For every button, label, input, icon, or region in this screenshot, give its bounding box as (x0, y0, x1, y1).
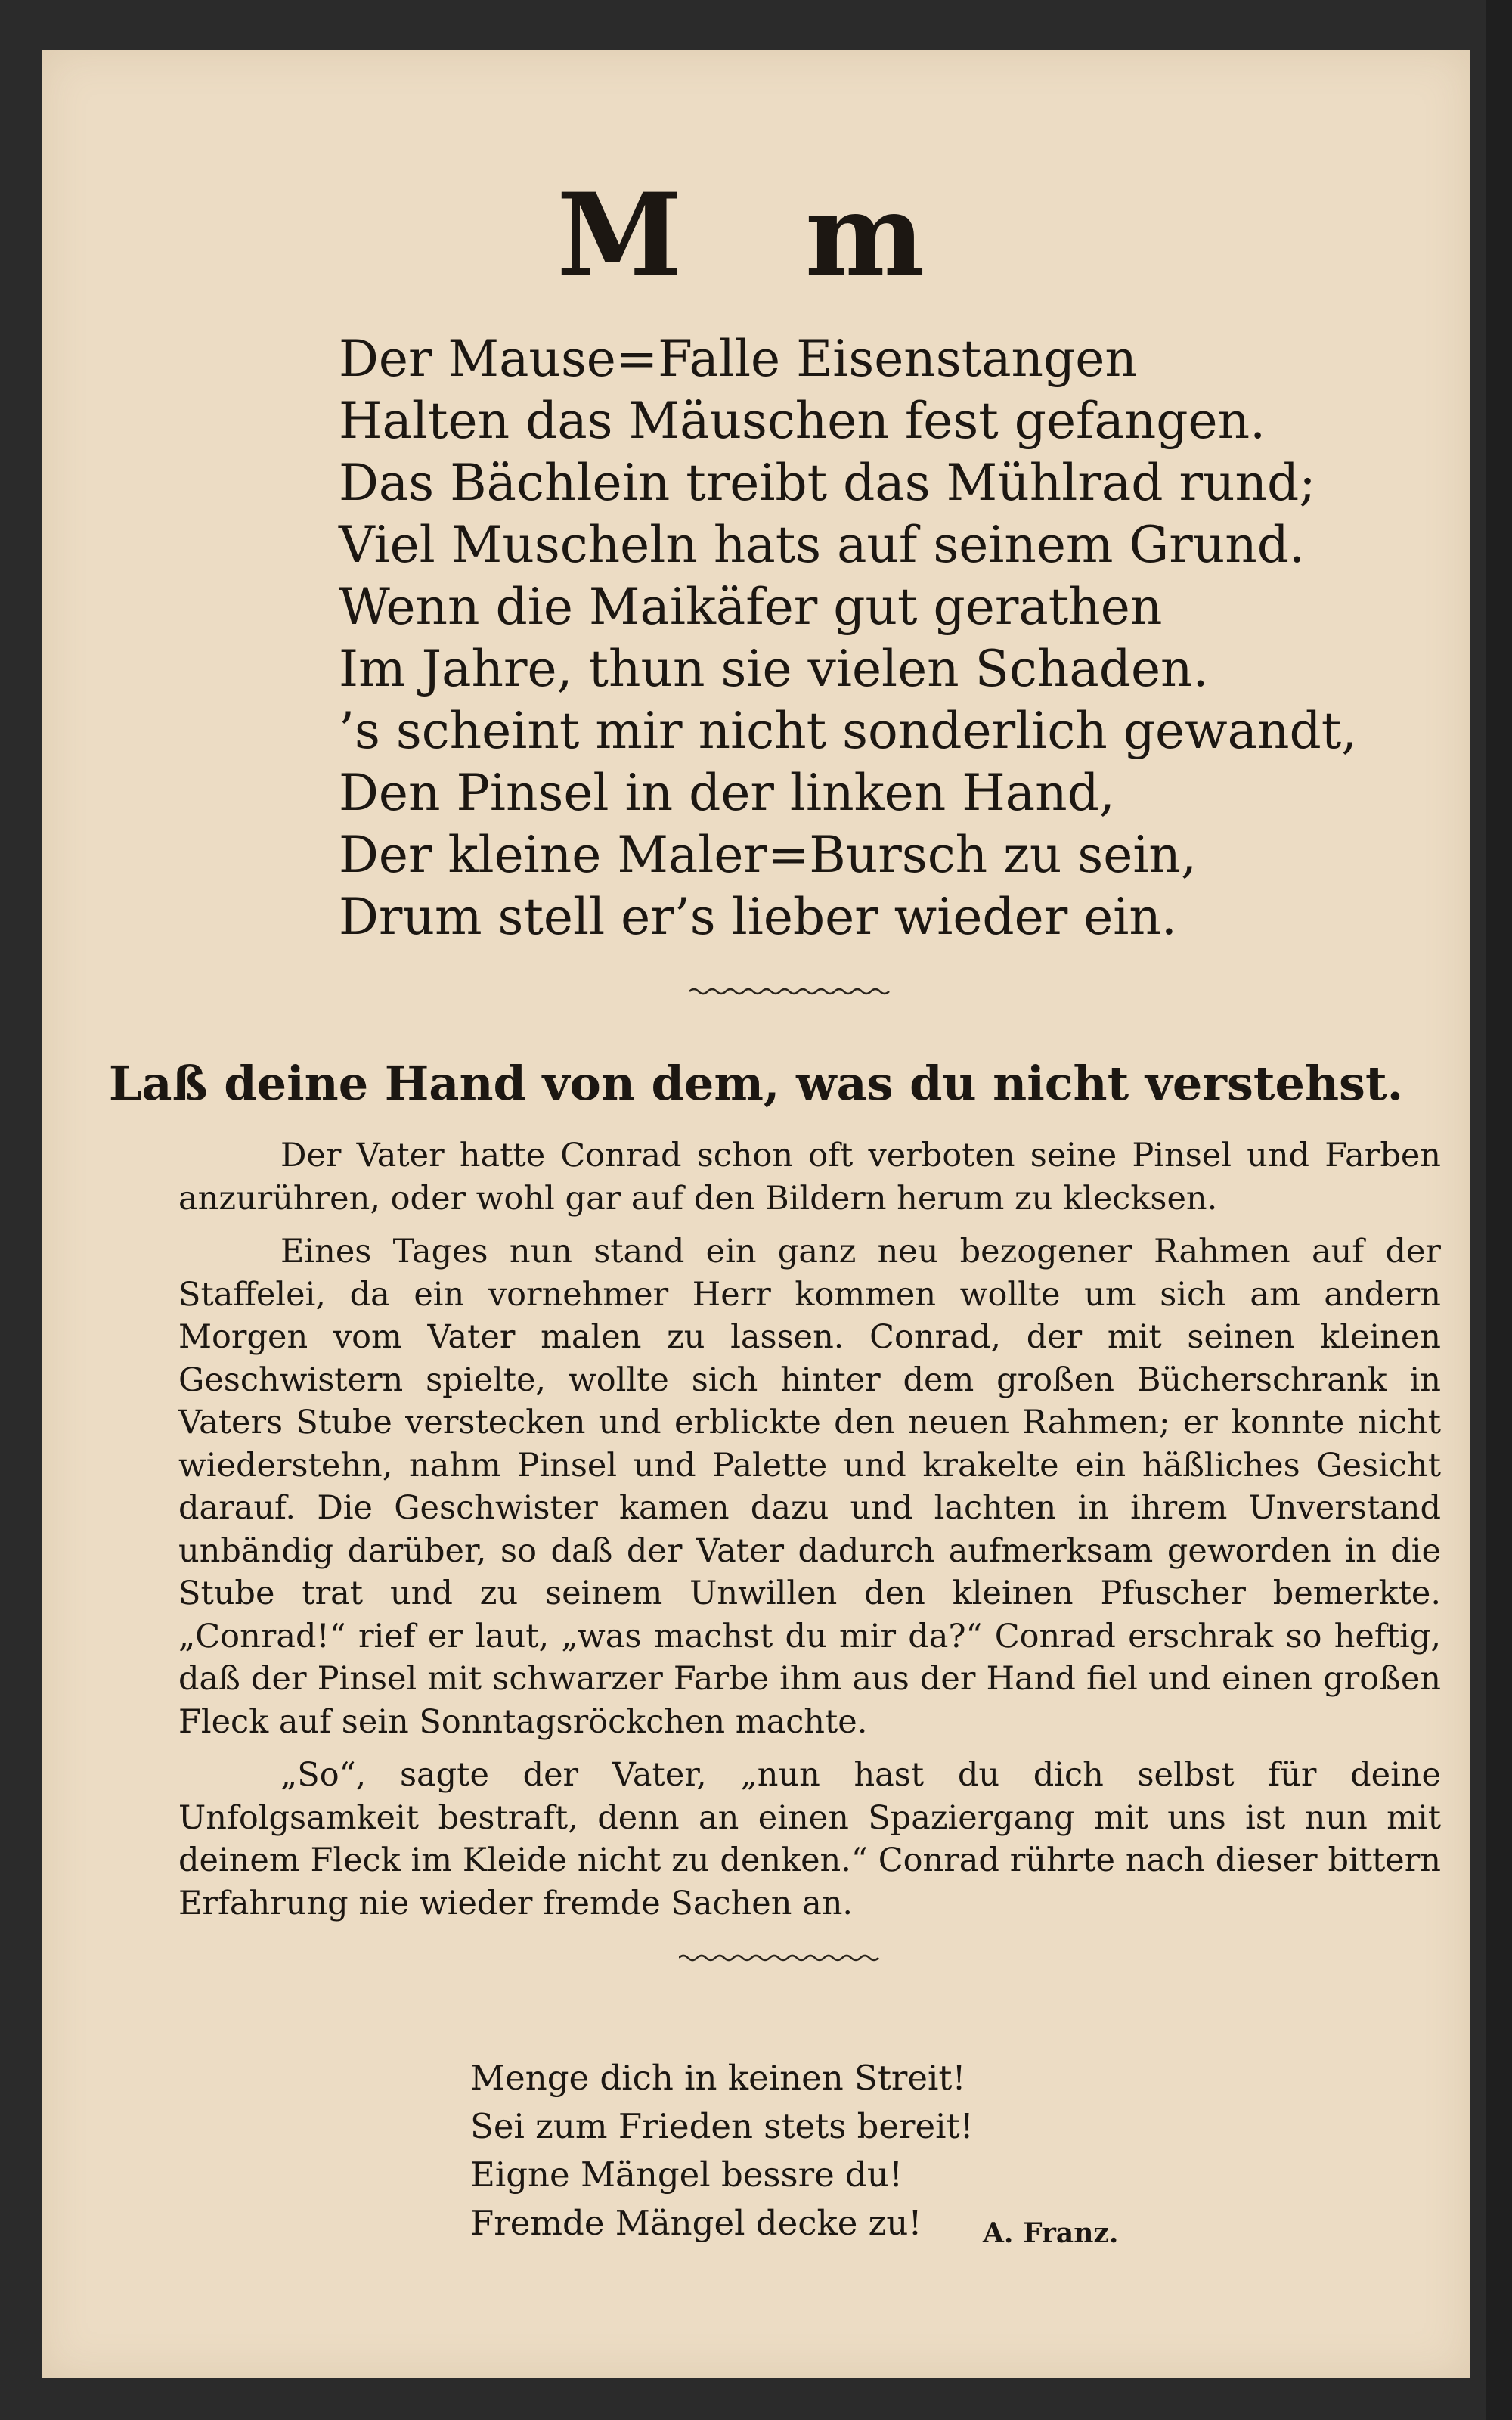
verse-line: Menge dich in keinen Streit! (470, 2058, 966, 2098)
wavy-divider (689, 984, 892, 999)
poem-line: Der Mause=Falle Eisenstangen (339, 330, 1137, 388)
poem-line: Der kleine Maler=Bursch zu sein, (339, 826, 1197, 884)
poem-line: Das Bächlein treibt das Mühlrad rund; (339, 454, 1316, 512)
poem-line: Viel Muscheln hats auf seinem Grund. (339, 516, 1306, 574)
book-binding-edge (1486, 0, 1512, 2420)
page-initials: M m (556, 169, 956, 302)
verse-author: A. Franz. (983, 2217, 1119, 2249)
story-text (178, 1134, 1441, 1925)
verse-line: Sei zum Frieden stets bereit! (470, 2106, 974, 2146)
poem-line: Den Pinsel in der linken Hand, (339, 764, 1115, 822)
poem-line: Halten das Mäuschen fest gefangen. (339, 392, 1266, 450)
wavy-divider (679, 1950, 881, 1965)
verse-line: Eigne Mängel bessre du! (470, 2155, 903, 2195)
poem-line: ’s scheint mir nicht sonderlich gewandt, (339, 702, 1358, 760)
story-paragraph: Der Vater hatte Conrad schon oft verboten seine Pinsel und Farben anzurühren, oder wohl gar auf den Bildern herum zu klecksen. (178, 1137, 1441, 1218)
closing-verse (470, 2054, 974, 2248)
verse-line: Fremde Mängel decke zu! (470, 2203, 922, 2243)
alphabet-poem (339, 328, 1357, 948)
book-page (42, 50, 1470, 2378)
poem-line: Im Jahre, thun sie vielen Schaden. (339, 640, 1209, 698)
story-title: Laß deine Hand von dem, was du nicht verstehst. (108, 1056, 1404, 1111)
poem-line: Drum stell er’s lieber wieder ein. (339, 888, 1177, 946)
poem-line: Wenn die Maikäfer gut gerathen (339, 578, 1163, 636)
story-paragraph: „So“, sagte der Vater, „nun hast du dich selbst für deine Unfolgsamkeit bestraft, denn an einen Spaziergang mit uns ist nun mit deinem Fleck im Kleide nicht zu denken.“ Conrad rührte nach dieser bittern Erfahrung nie wieder fremde Sachen an. (178, 1756, 1441, 1922)
story-paragraph: Eines Tages nun stand ein ganz neu bezogener Rahmen auf der Staffelei, da ein vornehmer Herr kommen wollte um sich am andern Morgen vom Vater malen zu lassen. Conrad, der mit seinen kleinen Geschwistern spielte, wollte sich hinter dem großen Bücherschrank in Vaters Stube verstecken und erblickte den neuen Rahmen; er konnte nicht wiederstehn, nahm Pinsel und Palette und krakelte ein häßliches Gesicht darauf. Die Geschwister kamen dazu und lachten in ihrem Unverstand unbändig darüber, so daß der Vater dadurch aufmerksam geworden in die Stube trat und zu seinem Unwillen den kleinen Pfuscher bemerkte. „Conrad!“ rief er laut, „was machst du mir da?“ Conrad erschrak so heftig, daß der Pinsel mit schwarzer Farbe ihm aus der Hand fiel und einen großen Fleck auf sein Sonntagsröckchen machte. (178, 1233, 1441, 1741)
